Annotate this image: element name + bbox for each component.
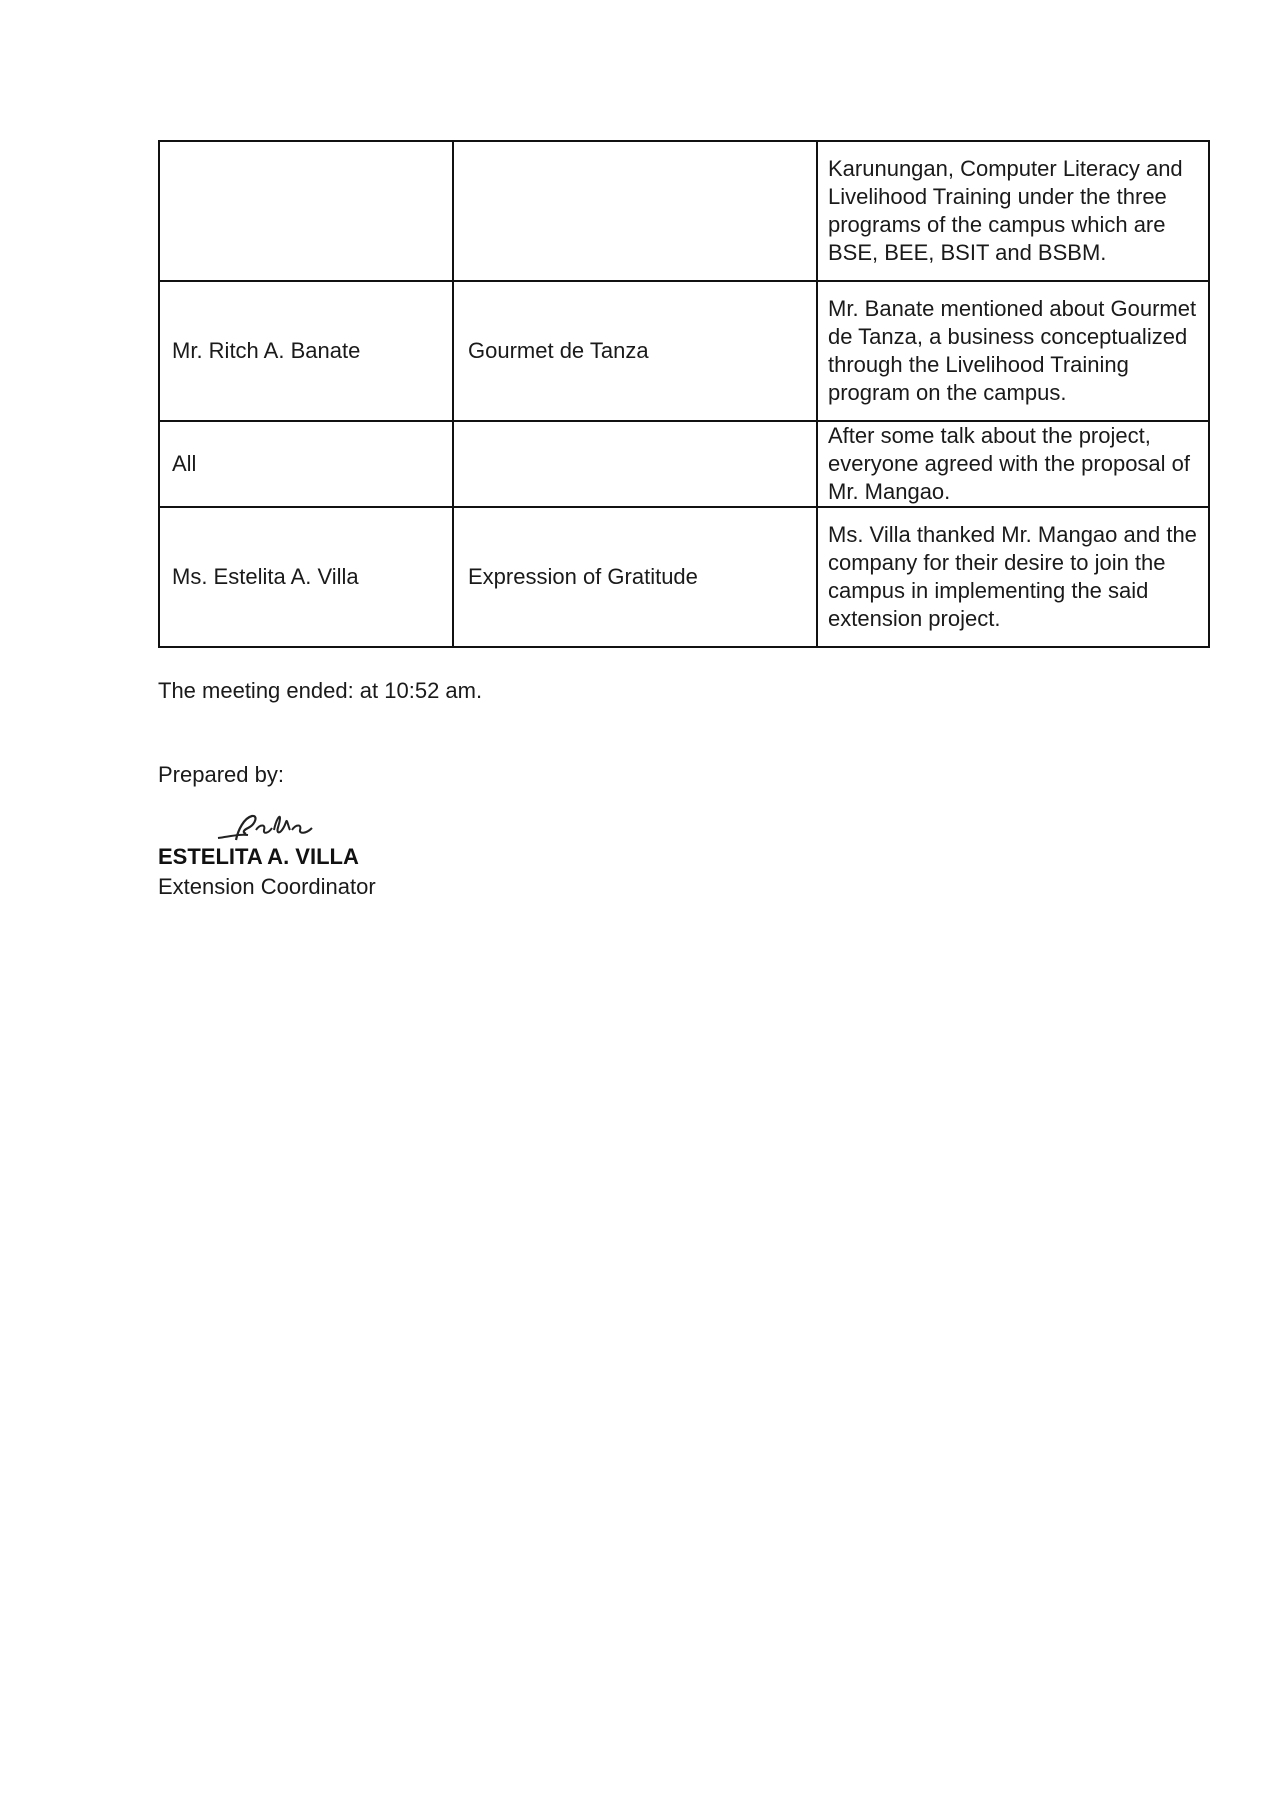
signer-name: ESTELITA A. VILLA [158, 844, 359, 869]
person-cell: Ms. Estelita A. Villa [159, 507, 453, 647]
person-cell [159, 141, 453, 281]
person-cell: All [159, 421, 453, 507]
table-row [159, 141, 1209, 281]
minutes-table [158, 140, 1210, 648]
topic-cell: Expression of Gratitude [453, 507, 817, 647]
table-row [159, 421, 1209, 507]
topic-cell [453, 421, 817, 507]
signer-title: Extension Coordinator [158, 874, 376, 899]
prepared-by-label: Prepared by: [158, 762, 284, 787]
meeting-end-statement: The meeting ended: at 10:52 am. [158, 678, 483, 703]
discussion-cell: Karunungan, Computer Literacy and Livelihood Training under the three programs of the campus which are BSE, BEE, BSIT and BSBM. [817, 141, 1209, 281]
discussion-cell: Mr. Banate mentioned about Gourmet de Tanza, a business conceptualized through the Livelihood Training program on the campus. [817, 281, 1209, 421]
discussion-cell: After some talk about the project, everyone agreed with the proposal of Mr. Mangao. [817, 421, 1209, 507]
topic-cell [453, 141, 817, 281]
table-row [159, 281, 1209, 421]
topic-cell: Gourmet de Tanza [453, 281, 817, 421]
discussion-cell: Ms. Villa thanked Mr. Mangao and the company for their desire to join the campus in implementing the said extension project. [817, 507, 1209, 647]
person-cell: Mr. Ritch A. Banate [159, 281, 453, 421]
table-row [159, 507, 1209, 647]
